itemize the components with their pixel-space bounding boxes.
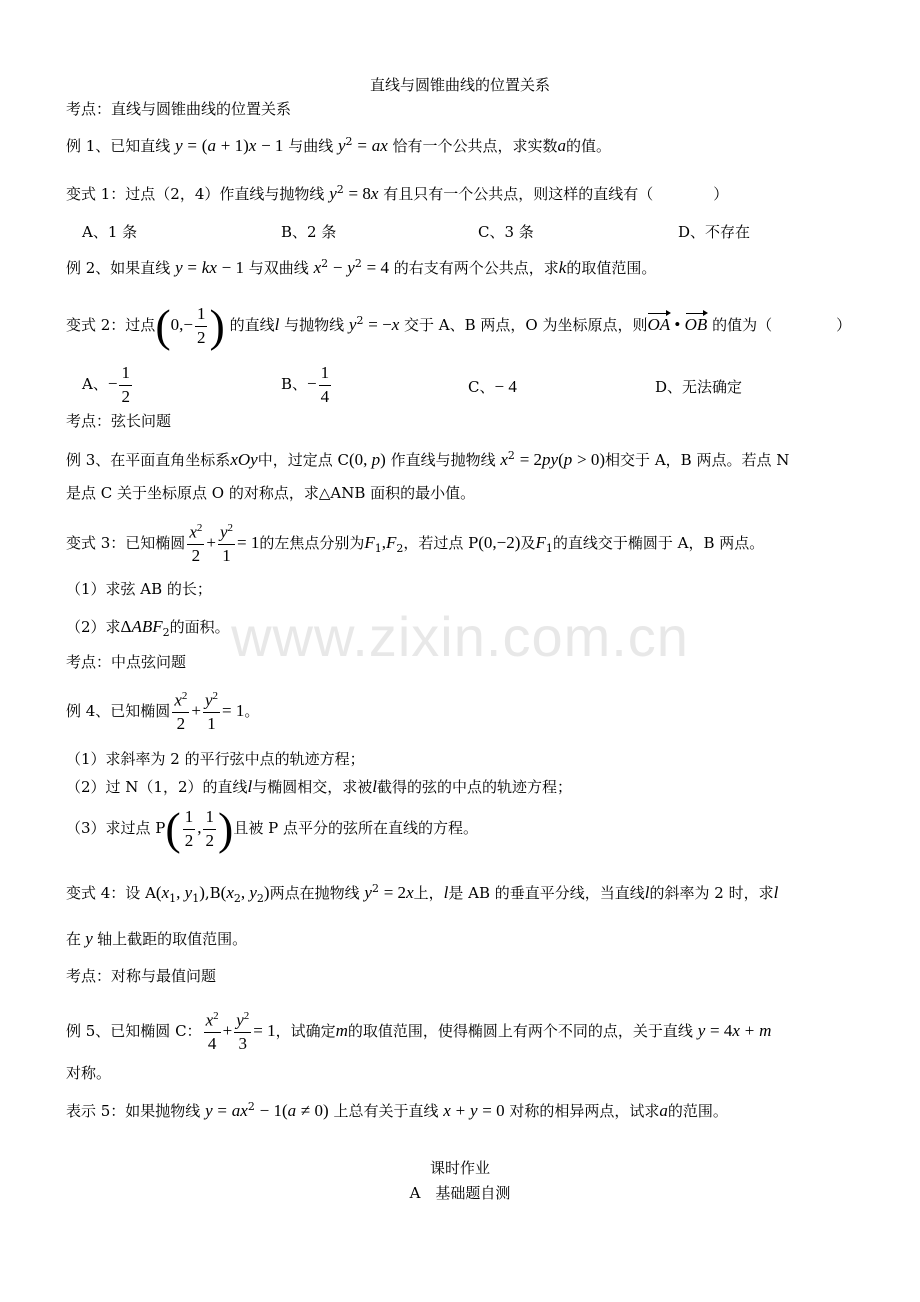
- example-1: 例 1、已知直线 y = (a + 1)x − 1 与曲线 $y^2$ = ax 恰有一个公共点，求实数a的值。: [66, 135, 612, 155]
- example-3-line-1: 例 3、在平面直角坐标系xOy中，过定点 C(0, p) 作直线与抛物线 $x^2 = 2py(p > 0)$相交于 A，B 两点。若点 N: [66, 449, 790, 469]
- variant-3-q1: （1）求弦 AB 的长；: [66, 580, 212, 598]
- kaodian-2: 考点：弦长问题: [66, 412, 172, 430]
- example-4-q2: （2）过 N（1，2）的直线l与椭圆相交，求被l截得的弦的中点的轨迹方程；: [66, 777, 573, 796]
- example-4-q1: （1）求斜率为 2 的平行弦中点的轨迹方程；: [66, 750, 365, 768]
- homework-title: 课时作业: [429, 1159, 490, 1177]
- var2-option-a: A、− $\frac{1}{2}$: [82, 363, 130, 406]
- example-4: 例 4、已知椭圆 $\frac{x^2}{2}$ + $\frac{y^2}{1}$ = 1。: [66, 690, 260, 734]
- variant-1: 变式 1：过点（2，4）作直线与抛物线 $y^2 = 8x$ 有且只有一个公共点，则这样的直线有（ ）: [66, 183, 729, 203]
- var2-option-b: B、− $\frac{1}{4}$: [281, 363, 330, 406]
- var2-option-d: D、无法确定: [655, 378, 743, 396]
- example-5-line-2: 对称。: [66, 1064, 112, 1082]
- example-2: 例 2、如果直线 y = kx − 1 与双曲线 $x^2 - y^2 = 4$ 的右支有两个公共点，求k的取值范围。: [66, 257, 657, 277]
- doc-title: 直线与圆锥曲线的位置关系: [369, 76, 550, 94]
- var1-option-b: B、2 条: [281, 223, 337, 241]
- kaodian-3: 考点：中点弦问题: [66, 653, 187, 671]
- variant-4-line-1: 变式 4：设 $A(x_1$, $y_1),B(x_2$, $y_2$)两点在抛物线 $y^2 = 2x$上，l是 AB 的垂直平分线，当直线l的斜率为 2 时，求l: [66, 882, 779, 905]
- exercise-5: 表示 5：如果抛物线 $y = ax^2 - 1(a \ne 0)$ 上总有关于直线 x + y = 0 对称的相异两点，试求a的范围。: [66, 1100, 728, 1120]
- var1-option-c: C、3 条: [478, 223, 534, 241]
- var2-option-c: C、− 4: [468, 377, 517, 396]
- example-5-line-1: 例 5、已知椭圆 C： $\frac{x^2}{4}$ + $\frac{y^2}{3}$ = 1，试确定m的取值范围，使得椭圆上有两个不同的点，关于直线 y = 4x + m: [66, 1010, 772, 1054]
- variant-3: 变式 3：已知椭圆 $\frac{x^2}{2}$ + $\frac{y^2}{1}$ = 1的左焦点分别为$F_1,F_2$，若过点 P(0,−2)及$F_1$的直线交于椭圆于 A，B 两点。: [66, 522, 765, 566]
- kaodian-1: 考点：直线与圆锥曲线的位置关系: [66, 100, 292, 118]
- kaodian-4: 考点：对称与最值问题: [66, 967, 217, 985]
- example-4-q3: （3）求过点 P( $\frac{1}{2}$ , $\frac{1}{2}$ )且被 P 点平分的弦所在直线的方程。: [66, 803, 478, 854]
- homework-subtitle: A 基础题自测: [409, 1184, 511, 1202]
- variant-3-q2: （2）求$\Delta ABF_2$的面积。: [66, 617, 230, 639]
- example-3-line-2: 是点 C 关于坐标原点 O 的对称点，求△ANB 面积的最小值。: [66, 484, 476, 502]
- variant-4-line-2: 在 y 轴上截距的取值范围。: [66, 929, 248, 948]
- var1-option-d: D、不存在: [678, 223, 751, 241]
- var1-option-a: A、1 条: [82, 223, 138, 241]
- variant-2: 变式 2：过点(0,− $\frac{1}{2}$ ) 的直线l 与抛物线 $y^2 = -x$ 交于 A、B 两点，O 为坐标原点，则OA • OB 的值为（ ）: [66, 300, 852, 351]
- watermark: www.zixin.com.cn: [231, 605, 689, 668]
